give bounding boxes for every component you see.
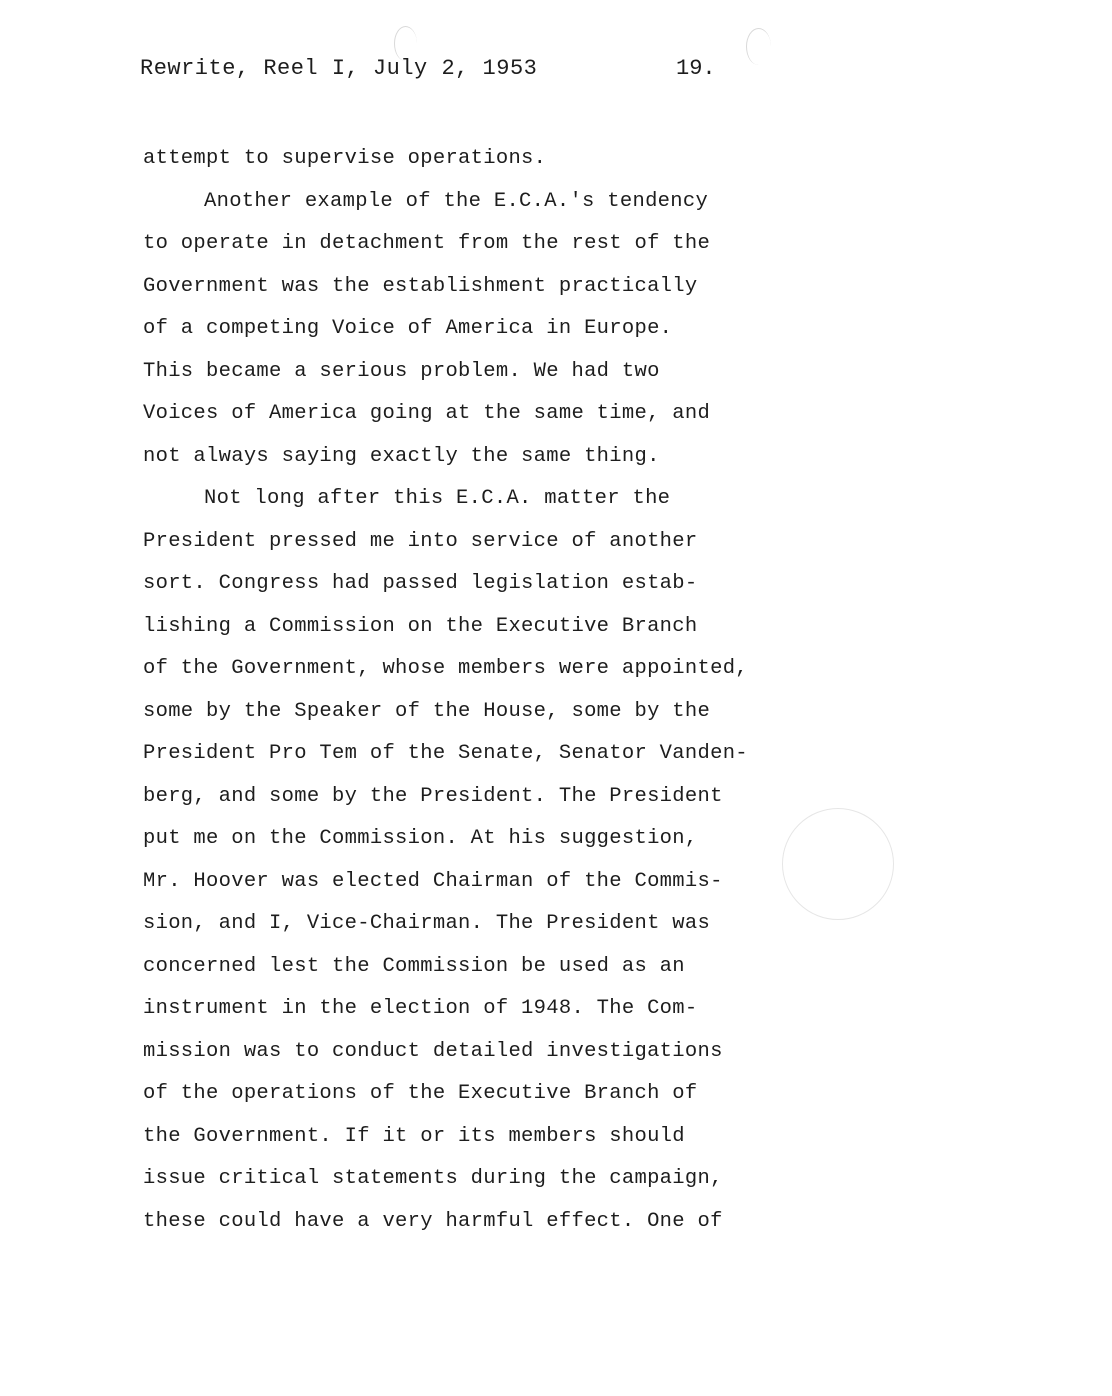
text-line: of the Government, whose members were appointed, — [143, 657, 748, 680]
text-line: Another example of the E.C.A.'s tendency — [204, 189, 709, 213]
text-line: sort. Congress had passed legislation estab- — [143, 572, 698, 595]
text-line: issue critical statements during the campaign, — [143, 1167, 723, 1190]
text-line: President pressed me into service of another — [143, 529, 698, 553]
page-number: 19. — [676, 56, 716, 81]
text-line: This became a serious problem. We had two — [143, 359, 660, 383]
text-line: to operate in detachment from the rest of the — [143, 232, 711, 255]
text-line: lishing a Commission on the Executive Branch — [143, 614, 698, 638]
text-line: Government was the establishment practically — [143, 274, 698, 298]
text-line: berg, and some by the President. The President — [143, 784, 723, 808]
text-line: not always saying exactly the same thing. — [143, 444, 660, 468]
faint-stamp — [782, 808, 894, 920]
document-body — [143, 144, 783, 1249]
text-line: concerned lest the Commission be used as an — [143, 954, 685, 978]
paper-mark — [746, 28, 771, 65]
text-line: President Pro Tem of the Senate, Senator Vanden- — [143, 742, 748, 765]
text-line: some by the Speaker of the House, some by the — [143, 699, 711, 723]
text-line: of a competing Voice of America in Europe. — [143, 317, 673, 340]
text-line: these could have a very harmful effect. One of — [143, 1209, 723, 1233]
text-line: sion, and I, Vice-Chairman. The President was — [143, 912, 711, 935]
text-line: the Government. If it or its members should — [143, 1124, 685, 1148]
text-line: mission was to conduct detailed investigations — [143, 1039, 723, 1063]
text-line: Mr. Hoover was elected Chairman of the Commis- — [143, 869, 723, 893]
text-line: instrument in the election of 1948. The Com- — [143, 997, 698, 1020]
text-line: put me on the Commission. At his suggestion, — [143, 827, 698, 850]
text-line: attempt to supervise operations. — [143, 147, 547, 170]
text-line: of the operations of the Executive Branch of — [143, 1082, 698, 1105]
text-line: Voices of America going at the same time, and — [143, 402, 711, 425]
page-header-title: Rewrite, Reel I, July 2, 1953 — [140, 56, 538, 81]
text-line: Not long after this E.C.A. matter the — [204, 487, 671, 510]
